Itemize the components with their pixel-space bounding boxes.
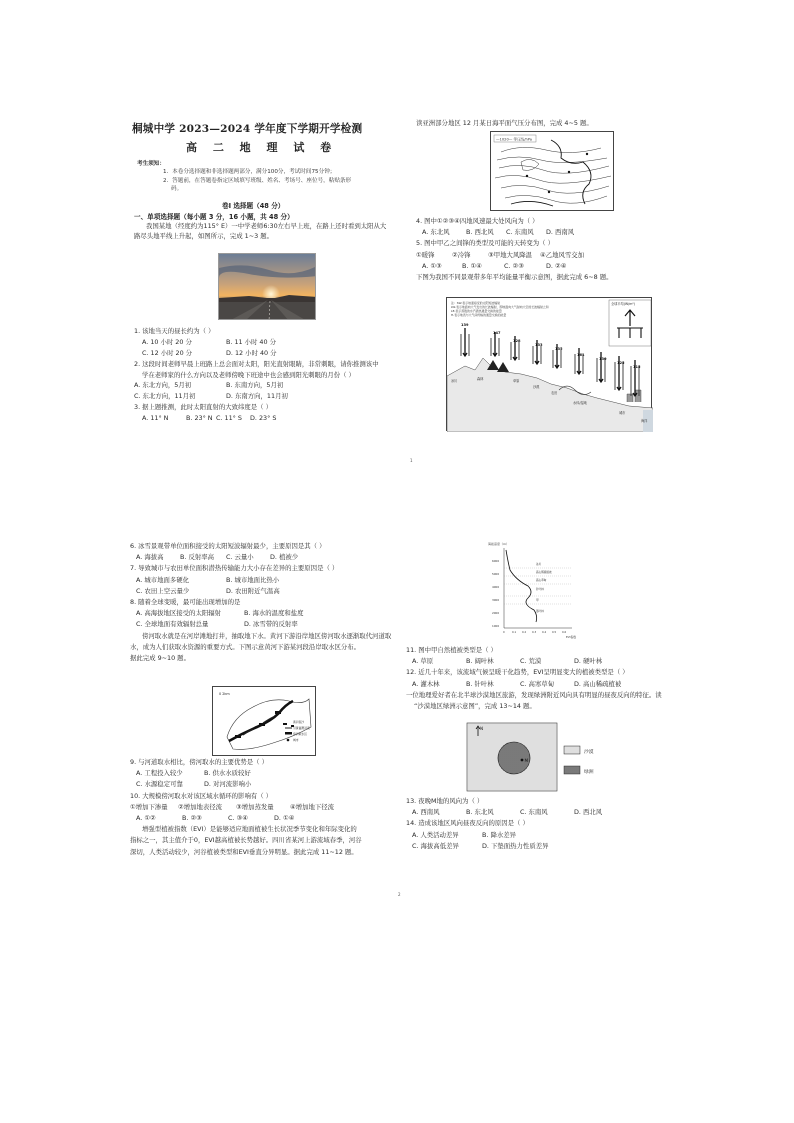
page-number: 1 xyxy=(410,458,413,463)
q9-opt-d[interactable]: D. 对河流影响小 xyxy=(204,780,252,789)
sunrise-road-photo xyxy=(218,253,316,320)
q1-opt-a[interactable]: A. 10 小时 20 分 xyxy=(142,337,192,346)
q5-item-2: ②冷锋 xyxy=(452,250,471,259)
zone-label: 甲 xyxy=(536,599,539,602)
q2-stem: 学在老师家的什么方向以及老师傍晚下班途中也会感到阳光刺眼的月份（ ） xyxy=(142,370,355,379)
y-tick: 5000 xyxy=(492,572,500,576)
q13-q14-block xyxy=(406,796,602,852)
notice-2b: 码。 xyxy=(171,186,183,193)
q4-q5-block xyxy=(416,216,613,283)
q1-stem: 1. 该地当天的昼长约为（ ） xyxy=(134,327,215,335)
q5-opt-a[interactable]: A. ①③ xyxy=(422,261,442,270)
y-axis-label: 海拔高度（m） xyxy=(488,542,509,546)
x-tick: 0.6 xyxy=(562,631,567,634)
q9-options xyxy=(130,779,362,790)
evi-chart xyxy=(488,540,584,640)
intro-line: 我国某地（经度约为115° E）一中学老师6:30左右早上班，在路上还时看到太阳从大 xyxy=(146,222,387,230)
q7-opt-a[interactable]: A. 城市地面多硬化 xyxy=(136,575,190,584)
q3-options xyxy=(134,413,404,424)
q6-opt-a[interactable]: A. 海拔高 xyxy=(136,553,164,562)
q6-stem: 6. 冰雪景观带单位面积接受的太阳短波辐射最少，主要原因是其（ ） xyxy=(130,542,326,550)
energy-arrow xyxy=(463,328,467,356)
q9-intro: 傍河取水就是在河岸滩地打井，抽取地下水。黄河下游沿岸地区傍河取水逐渐取代河道取 xyxy=(142,631,392,640)
q10-item-4: ④增加地下径流 xyxy=(290,802,335,811)
energy-arrow xyxy=(493,332,497,356)
legend-item: 引黄灌溉河流 xyxy=(293,726,310,730)
q10-options xyxy=(130,813,362,824)
q14-opt-b[interactable]: B. 降水差异 xyxy=(482,830,517,839)
section-title: 卷Ⅰ 选择题（48 分） xyxy=(222,202,285,210)
q4-opt-a[interactable]: A. 东北风 xyxy=(422,228,450,237)
q8-options xyxy=(130,608,391,619)
part-title: 一、单项选择题（每小题 3 分，16 小题，共 48 分） xyxy=(134,213,294,221)
q9-intro: 水，成为人们获取水资源的重要方式。下图示意黄河下游某河段沿岸取水区分布。 xyxy=(130,642,361,651)
energy-balance-diagram xyxy=(446,297,652,431)
value-label: 139 xyxy=(461,323,469,327)
intro-line: 路尽头地平线上升起，如图所示，完成 1~3 题。 xyxy=(134,231,273,240)
value-label: 125 xyxy=(617,361,625,365)
q4-stem: 4. 图中①②③④四地风速最大处风向为（ ） xyxy=(416,217,539,225)
q10-item-1: ①增加下渗量 xyxy=(130,802,168,811)
q8-opt-a[interactable]: A. 高海拔地区接受的太阳辐射 xyxy=(136,609,222,618)
legend-title: 全球平均(W/m²) xyxy=(611,302,635,306)
notice-block xyxy=(137,160,397,194)
q10-item-3: ③增加蒸发量 xyxy=(236,802,274,811)
q4-opt-d[interactable]: D. 西南风 xyxy=(546,228,575,237)
q1-opt-d[interactable]: D. 12 小时 40 分 xyxy=(226,348,277,357)
q6-intro: 下图为我国不同景观带多年平均能量平衡示意图，据此完成 6~8 题。 xyxy=(416,273,613,282)
q5-items xyxy=(416,250,613,261)
q4-intro xyxy=(416,119,593,129)
q11-intro: 增强型植被指数（EVI）是能够适应地面植被生长状况季节变化和年际变化的 xyxy=(142,825,357,834)
q7-stem: 7. 导致城市与农田单位面积潜热传输能力大小存在差异的主要原因是（ ） xyxy=(130,564,339,573)
q13-options xyxy=(406,807,602,818)
q11-opt-d[interactable]: D. 硬叶林 xyxy=(574,657,603,666)
q10-item-2: ②增加地表径流 xyxy=(178,802,223,811)
value-label: 147 xyxy=(493,331,501,335)
q7-opt-d[interactable]: D. 农田附近气温高 xyxy=(226,586,280,595)
exam-title: 桐城中学 2023—2024 学年度下学期开学检测 xyxy=(132,123,363,135)
note: 注：SW-表示地面接受的太阳短波辐射 xyxy=(451,301,500,305)
q1-block xyxy=(134,326,404,424)
zone-label: 高山草甸 xyxy=(536,579,547,582)
q13-stem: 13. 夜晚M地的风向为（ ） xyxy=(406,797,484,805)
q9-opt-c[interactable]: C. 水源稳定可靠 xyxy=(136,780,183,789)
legend-item: 沙漠 xyxy=(584,750,594,755)
q13-opt-c[interactable]: C. 东南风 xyxy=(520,808,548,817)
legend-item: 黄河泥沙 xyxy=(293,720,305,724)
point-label: M xyxy=(524,758,529,763)
q9-opt-a[interactable]: A. 工程投入较少 xyxy=(136,769,183,778)
zone-label: 高山稀疏植被 xyxy=(536,571,552,574)
q6-options xyxy=(130,552,391,563)
legend-item: 傍河取水区 xyxy=(293,732,307,736)
q14-options xyxy=(406,830,602,841)
q2-options xyxy=(134,391,404,402)
legend-item: 绿洲 xyxy=(584,770,594,775)
q11-q13-block xyxy=(406,645,662,712)
q4-opt-b[interactable]: B. 西北风 xyxy=(466,228,494,237)
q9-options xyxy=(130,768,362,779)
value-label: 128 xyxy=(513,339,521,343)
q3-stem: 3. 据上题推测，此时太阳直射的大致纬度是（ ） xyxy=(134,403,272,412)
q12-opt-d[interactable]: D. 高山稀疏植被 xyxy=(574,679,622,688)
value-label: 130 xyxy=(599,357,607,361)
q13-opt-d[interactable]: D. 西北风 xyxy=(574,808,603,817)
notice-1: 1．本卷分选择题和非选择题两部分，满分100分，考试时间75分钟； xyxy=(163,169,336,176)
q12-options xyxy=(406,679,662,690)
q2-opt-c[interactable]: C. 东北方向，11月初 xyxy=(134,392,196,401)
page-number: 2 xyxy=(398,892,401,897)
note: H-表示地表与大气间传输的通量交换的能量 xyxy=(451,313,507,317)
q5-item-3: ③甲地大风降温 xyxy=(488,250,533,259)
q11-opt-a[interactable]: A. 草原 xyxy=(412,657,434,666)
q11-intro: 指标之一，其主值介于0，EVI越高植被长势越好。四川省某河上游流域春季，河谷 xyxy=(130,836,362,845)
q8-options xyxy=(130,619,391,630)
q7-options xyxy=(130,586,391,597)
x-tick: 0.2 xyxy=(522,631,527,634)
q10-opt-b[interactable]: B. ②③ xyxy=(182,814,202,823)
q11-opt-b[interactable]: B. 阔叶林 xyxy=(466,657,494,666)
q10-opt-c[interactable]: C. ③④ xyxy=(228,814,248,823)
q4-opt-c[interactable]: C. 东南风 xyxy=(506,228,534,237)
q1-opt-c[interactable]: C. 12 小时 20 分 xyxy=(142,348,193,357)
q6-opt-b[interactable]: B. 反射率高 xyxy=(180,553,215,562)
q9-q12-block xyxy=(130,757,362,858)
exam-subtitle: 高 二 地 理 试 卷 xyxy=(186,141,338,154)
q8-opt-d[interactable]: D. 冰雪带的反射率 xyxy=(244,620,298,629)
q12-opt-a[interactable]: A. 灌木林 xyxy=(412,679,440,688)
zone-label: 落叶林 xyxy=(536,610,544,613)
q4-intro-text: 读亚洲部分地区 12 月某日海平面气压分布图，完成 4~5 题。 xyxy=(416,119,593,127)
pressure-map xyxy=(490,131,614,211)
q7-options xyxy=(130,575,391,586)
q3-opt-a[interactable]: A. 11° N xyxy=(142,414,169,423)
q9-stem: 9. 与河道取水相比，傍河取水的主要优势是（ ） xyxy=(130,758,268,766)
q14-opt-c[interactable]: C. 海拔高低差异 xyxy=(412,841,459,850)
x-tick: 0.3 xyxy=(532,631,537,634)
q14-opt-d[interactable]: D. 下垫面热力性质差异 xyxy=(482,841,549,850)
q8-opt-b[interactable]: B. 海水的温度和盐度 xyxy=(244,609,304,618)
q2-opt-d[interactable]: D. 东南方向，11月初 xyxy=(226,392,288,401)
north-arrow-label: N xyxy=(480,726,483,731)
x-tick: 0.1 xyxy=(512,631,517,634)
q12-stem: 12. 近几十年来，该流域气候呈暖干化趋势，EVI呈明显变大的植被类型是（ ） xyxy=(406,668,629,677)
x-tick: 0.5 xyxy=(552,631,557,634)
q7-opt-c[interactable]: C. 农田上空云量少 xyxy=(136,586,190,595)
q5-opt-c[interactable]: C. ②③ xyxy=(504,261,524,270)
q12-opt-b[interactable]: B. 针叶林 xyxy=(466,679,494,688)
q7-opt-b[interactable]: B. 城市地面比热小 xyxy=(226,575,280,584)
q9-opt-b[interactable]: B. 供水水质较好 xyxy=(204,769,251,778)
q5-opt-b[interactable]: B. ①④ xyxy=(462,261,482,270)
x-tick: 0 xyxy=(503,631,505,634)
q2-stem: 2. 这段时间老师早晨上班路上总会面对太阳，阳光直射眼睛，非常刺眼，请你推测该中 xyxy=(134,359,379,368)
q3-opt-b[interactable]: B. 23° N xyxy=(186,414,213,423)
q8-stem: 8. 随着全球变暖，最可能出现增加的是 xyxy=(130,598,241,607)
q13-intro: “沙漠地区绿洲示意图”，完成 13~14 题。 xyxy=(414,702,536,711)
zone-label: 针叶林 xyxy=(536,588,544,591)
oasis-map xyxy=(466,722,606,794)
zone-label: 水体/湿地 xyxy=(573,401,587,405)
q4-options xyxy=(416,227,613,238)
note: LE-表示蒸散的水汽潜热通量交换的能量 xyxy=(451,309,502,313)
value-label: 133 xyxy=(535,343,543,347)
q10-stem: 10. 大规模傍河取水对该区域水循环的影响有（ ） xyxy=(130,791,273,800)
x-tick: 0.4 xyxy=(542,631,547,634)
y-tick: 1000 xyxy=(492,624,500,628)
q14-options xyxy=(406,841,602,852)
q6-q8-block xyxy=(130,541,391,664)
q11-options xyxy=(406,656,662,667)
q6-opt-d[interactable]: D. 植被少 xyxy=(270,553,299,562)
q1-options xyxy=(134,348,404,359)
energy-arrow xyxy=(577,348,581,374)
q8-opt-c[interactable]: C. 全球地面有效辐射总量 xyxy=(136,620,209,629)
river-map xyxy=(212,686,316,756)
note: LW-表示地面向大气发出的长波辐射，即地面向大气射向大空的长波辐射之和 xyxy=(451,305,549,309)
q6-opt-c[interactable]: C. 云量小 xyxy=(226,553,254,562)
zone-label: 草原 xyxy=(513,379,520,383)
notice-head: 考生须知： xyxy=(137,161,165,167)
q1-options xyxy=(134,337,404,348)
value-label: 161 xyxy=(577,353,585,357)
q2-opt-b[interactable]: B. 东南方向，5月初 xyxy=(226,381,284,390)
y-tick: 3000 xyxy=(492,598,500,602)
q11-opt-c[interactable]: C. 荒漠 xyxy=(520,657,542,666)
q9-intro: 据此完成 9~10 题。 xyxy=(130,654,190,663)
zone-label: 沙漠 xyxy=(533,385,540,389)
q10-opt-a[interactable]: A. ①② xyxy=(136,814,156,823)
q5-options xyxy=(416,261,613,272)
value-label: 115 xyxy=(633,365,641,369)
notice-2: 2．答题前，在答题卷指定区域填写班级、姓名、考场号、座位号，粘贴条形 xyxy=(163,177,352,184)
q2-opt-a[interactable]: A. 东北方向，5月初 xyxy=(134,381,192,390)
q5-opt-d[interactable]: D. ②④ xyxy=(546,261,567,270)
q11-intro: 深切，人类活动较少，河谷植被类型和EVI垂直分异明显。据此完成 11~12 题。 xyxy=(130,847,358,856)
q5-stem: 5. 图中甲乙之间锋的类型及可能的天转变为（ ） xyxy=(416,239,554,248)
q12-opt-c[interactable]: C. 高寒草甸 xyxy=(520,679,555,688)
x-axis-label: EVI指数 xyxy=(566,635,577,639)
legend-item: 城市 xyxy=(293,738,299,742)
q1-intro xyxy=(134,222,404,242)
q11-stem: 11. 图中甲自然植被类型是（ ） xyxy=(406,646,497,654)
y-tick: 2000 xyxy=(492,611,500,615)
zone-label: 冰川 xyxy=(451,379,458,383)
q14-opt-a[interactable]: A. 人类活动差异 xyxy=(412,830,459,839)
page-2 xyxy=(0,530,794,910)
q13-opt-b[interactable]: B. 东北风 xyxy=(466,808,494,817)
q13-opt-a[interactable]: A. 西南风 xyxy=(412,808,440,817)
page-1 xyxy=(0,0,794,463)
q3-opt-d[interactable]: D. 23° S xyxy=(250,414,277,423)
q5-item-4: ④乙地风雪交加 xyxy=(540,250,585,259)
value-label: 135 xyxy=(555,347,563,351)
zone-label: 城市 xyxy=(619,411,626,415)
y-tick: 6000 xyxy=(492,559,500,563)
q14-stem: 14. 造成该地区风向昼夜反向的原因是（ ） xyxy=(406,819,529,828)
zone-label: 农田 xyxy=(551,391,558,395)
scale-bar: 0 2km xyxy=(219,692,230,696)
zone-label: 森林 xyxy=(477,377,484,381)
zone-label: 海洋 xyxy=(641,419,648,423)
q5-item-1: ①暖锋 xyxy=(416,250,435,259)
q1-opt-b[interactable]: B. 11 小时 40 分 xyxy=(226,337,276,346)
zone-label: 冰川 xyxy=(536,563,542,566)
q10-items xyxy=(130,802,362,813)
q10-opt-d[interactable]: D. ①④ xyxy=(274,814,295,823)
q13-intro: 一位地理爱好者在北半球沙漠地区旅游，发现绿洲附近风向具有明显的昼夜反向的特征。读 xyxy=(406,690,662,699)
map-legend: —1020— 等压线/hPa xyxy=(496,137,532,142)
q2-options xyxy=(134,380,404,391)
q3-opt-c[interactable]: C. 11° S xyxy=(216,414,242,423)
y-tick: 4000 xyxy=(492,585,500,589)
